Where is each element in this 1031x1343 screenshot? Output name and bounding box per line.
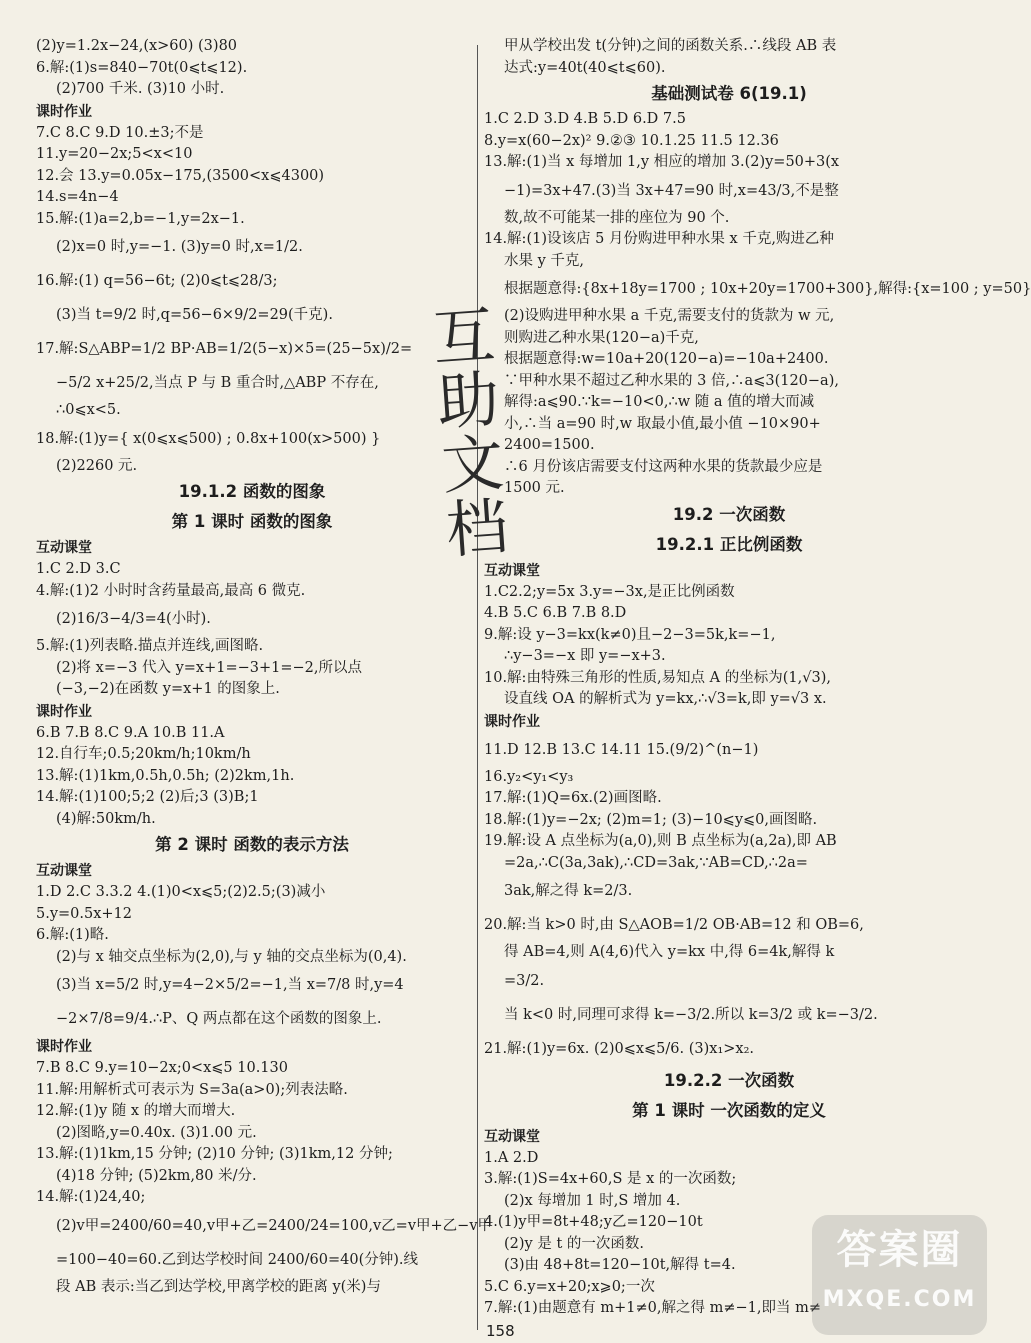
answer-line: (2)图略,y=0.40x. (3)1.00 元. [56,1124,257,1141]
left-column [36,36,493,1298]
answer-line: (2)16/3−4/3=4(小时). [56,611,211,627]
answer-line: 7.解:(1)由题意有 m+1≠0,解之得 m≠−1,即当 m≠ [484,1300,821,1316]
watermark-main-text: 答案圈 [836,1227,963,1273]
answer-line: 1.C 2.D 3.D 4.B 5.D 6.D 7.5 [484,111,686,127]
section-label: 课时作业 [36,103,92,120]
section-heading: 第 1 课时 函数的图象 [171,512,333,531]
section-heading: 基础测试卷 6(19.1) [651,84,807,103]
answer-line: 5.y=0.5x+12 [36,905,133,922]
answer-line: 得 AB=4,则 A(4,6)代入 y=kx 中,得 6=4k,解得 k [504,944,835,960]
answer-line: 11.y=20−2x;5<x<10 [36,146,193,162]
answer-line: 3.解:(1)S=4x+60,S 是 x 的一次函数; [484,1171,737,1187]
answer-line: 6.解:(1)s=840−70t(0⩽t⩽12). [36,59,248,76]
answer-line: 13.解:(1)当 x 每增加 1,y 相应的增加 3.(2)y=50+3(x [484,154,840,170]
section-heading: 第 2 课时 函数的表示方法 [155,835,349,854]
answer-line: 小,∴当 a=90 时,w 取最小值,最小值 −10×90+ [504,415,821,432]
answer-line: 18.解:(1)y={ x(0⩽x⩽500) ; 0.8x+100(x>500) } [36,430,381,447]
handwritten-char: 助 [434,362,502,440]
answer-line: 5.C 6.y=x+20;x⩾0;一次 [484,1278,655,1295]
answer-line: ∴y−3=−x 即 y=−x+3. [504,648,666,664]
watermark-sub-text: MXQE.COM [822,1287,977,1312]
answer-line: =2a,∴C(3a,3ak),∴CD=3ak,∵AB=CD,∴2a= [504,854,808,871]
answer-line: 14.解:(1)24,40; [36,1189,146,1205]
answer-line: 8.y=x(60−2x)² 9.②③ 10.1.25 11.5 12.36 [484,132,779,149]
section-label: 互动课堂 [36,863,92,879]
answer-line: 7.C 8.C 9.D 10.±3;不是 [36,124,204,141]
answer-line: (2)设购进甲种水果 a 千克,需要支付的货款为 w 元, [504,308,835,324]
answer-line: 11.解:用解析式可表示为 S=3a(a>0);列表法略. [36,1081,348,1098]
answer-line: 4.(1)y甲=8t+48;y乙=120−10t [484,1214,703,1230]
answer-line: 4.解:(1)2 小时时含药量最高,最高 6 微克. [36,582,306,599]
answer-line: (2)y 是 t 的一次函数. [504,1235,644,1252]
answer-line: 段 AB 表示:当乙到达学校,甲离学校的距离 y(米)与 [56,1278,381,1295]
answer-line: 14.解:(1)设该店 5 月份购进甲种水果 x 千克,购进乙种 [484,231,834,247]
answer-line: 17.解:(1)Q=6x.(2)画图略. [484,790,662,806]
answer-line: (2)2260 元. [56,457,138,474]
answer-line: 15.解:(1)a=2,b=−1,y=2x−1. [36,210,245,227]
section-heading: 第 1 课时 一次函数的定义 [632,1100,826,1120]
answer-line: (3)当 t=9/2 时,q=56−6×9/2=29(千克). [56,307,333,323]
answer-line: −5/2 x+25/2,当点 P 与 B 重合时,△ABP 不存在, [56,375,379,391]
answer-line: (2)将 x=−3 代入 y=x+1=−3+1=−2,所以点 [56,659,362,676]
answer-line: ∵甲种水果不超过乙种水果的 3 倍,∴a⩽3(120−a), [504,372,839,389]
section-label: 课时作业 [36,703,92,720]
section-label: 课时作业 [484,713,540,730]
answer-line: 6.解:(1)略. [36,927,109,943]
answer-line: (2)与 x 轴交点坐标为(2,0),与 y 轴的交点坐标为(0,4). [56,948,407,965]
answer-line: 根据题意得:w=10a+20(120−a)=−10a+2400. [504,351,829,367]
handwritten-char: 档 [443,489,511,567]
answer-line: 1.A 2.D [484,1149,539,1166]
answer-line: =3/2. [504,972,545,989]
answer-line: ∴0⩽x<5. [56,402,121,418]
answer-line: 4.B 5.C 6.B 7.B 8.D [484,605,627,621]
section-label: 互动课堂 [36,540,92,556]
page-number: 158 [486,1322,515,1340]
answer-line: (2)x 每增加 1 时,S 增加 4. [504,1192,681,1209]
answer-line: (3)由 48+8t=120−10t,解得 t=4. [504,1257,736,1273]
answer-line: 达式:y=40t(40⩽t⩽60). [504,59,666,76]
answer-line: 甲从学校出发 t(分钟)之间的函数关系.∴线段 AB 表 [504,38,837,54]
answer-line: (3)当 x=5/2 时,y=4−2×5/2=−1,当 x=7/8 时,y=4 [56,977,404,993]
answer-line: 当 k<0 时,同理可求得 k=−3/2.所以 k=3/2 或 k=−3/2. [504,1006,878,1023]
answer-line: 则购进乙种水果(120−a)千克, [504,329,699,346]
answer-line: 2400=1500. [504,437,595,453]
answer-line: (4)18 分钟; (5)2km,80 米/分. [56,1167,257,1184]
answer-line: 17.解:S△ABP=1/2 BP·AB=1/2(5−x)×5=(25−5x)/2= [36,341,413,357]
right-column [484,36,1031,1320]
answer-line: 10.解:由特殊三角形的性质,易知点 A 的坐标为(1,√3), [484,669,831,686]
answer-line: 1.C 2.D 3.C [36,561,121,577]
answer-line: ∴6 月份该店需要支付这两种水果的货款最少应是 [504,458,823,475]
answer-line: 6.B 7.B 8.C 9.A 10.B 11.A [36,724,225,741]
answer-line: 12.会 13.y=0.05x−175,(3500<x⩽4300) [36,167,325,184]
answer-line: 1.C2.2;y=5x 3.y=−3x,是正比例函数 [484,583,735,600]
answer-line: 13.解:(1)1km,15 分钟; (2)10 分钟; (3)1km,12 分钟; [36,1146,393,1162]
answer-line: 11.D 12.B 13.C 14.11 15.(9/2)^(n−1) [484,741,759,758]
watermark-logo [812,1215,987,1335]
answer-line: 解得:a⩽90.∵k=−10<0,∴w 随 a 值的增大而减 [504,394,815,410]
answer-line: 14.解:(1)100;5;2 (2)后;3 (3)B;1 [36,789,259,805]
answer-line: 1.D 2.C 3.3.2 4.(1)0<x⩽5;(2)2.5;(3)减小 [36,884,326,900]
answer-line: (2)x=0 时,y=−1. (3)y=0 时,x=1/2. [56,239,303,255]
section-heading: 19.2.2 一次函数 [663,1070,795,1090]
answer-line: (−3,−2)在函数 y=x+1 的图象上. [56,681,280,697]
answer-line: (2)v甲=2400/60=40,v甲+乙=2400/24=100,v乙=v甲+乙−v甲 [56,1217,493,1234]
section-heading: 19.2 一次函数 [672,504,786,524]
section-label: 课时作业 [36,1039,92,1055]
answer-line: 7.B 8.C 9.y=10−2x;0<x⩽5 10.130 [36,1060,288,1076]
answer-line: 12.自行车;0.5;20km/h;10km/h [36,746,251,762]
answer-line: −2×7/8=9/4.∴P、Q 两点都在这个函数的图象上. [56,1011,382,1027]
handwritten-char: 互 [430,298,498,376]
answer-line: (2)700 千米. (3)10 小时. [56,81,225,97]
answer-line: 21.解:(1)y=6x. (2)0⩽x⩽5/6. (3)x₁>x₂. [484,1040,755,1057]
handwritten-char: 文 [439,425,507,503]
answer-line: 20.解:当 k>0 时,由 S△AOB=1/2 OB·AB=12 和 OB=6, [484,917,864,933]
answer-line: 12.解:(1)y 随 x 的增大而增大. [36,1103,236,1119]
section-heading: 19.1.2 函数的图象 [178,482,326,501]
answer-line: 设直线 OA 的解析式为 y=kx,∴√3=k,即 y=√3 x. [504,691,827,707]
answer-line: 18.解:(1)y=−2x; (2)m=1; (3)−10⩽y⩽0,画图略. [484,811,818,828]
answer-line: =100−40=60.乙到达学校时间 2400/60=40(分钟).线 [56,1251,419,1268]
section-label: 互动课堂 [484,562,540,579]
answer-line: −1)=3x+47.(3)当 3x+47=90 时,x=43/3,不是整 [504,182,839,199]
answer-line: 16.y₂<y₁<y₃ [484,768,574,785]
answer-line: (2)y=1.2x−24,(x>60) (3)80 [36,38,238,54]
column-divider [477,45,478,1330]
answer-line: 水果 y 千克, [504,252,585,269]
answer-line: 13.解:(1)1km,0.5h,0.5h; (2)2km,1h. [36,767,295,784]
section-label: 互动课堂 [484,1128,540,1145]
answer-line: 16.解:(1) q=56−6t; (2)0⩽t⩽28/3; [36,273,278,289]
answer-line: 14.s=4n−4 [36,189,119,205]
answer-line: 根据题意得:{8x+18y=1700 ; 10x+20y=1700+300},解得:{x=100 ; y=50} [504,281,1031,297]
handwritten-stamp [409,298,532,567]
answer-line: (4)解:50km/h. [56,810,156,827]
answer-line: 3ak,解之得 k=2/3. [504,883,633,899]
answer-line: 数,故不可能某一排的座位为 90 个. [504,209,730,226]
answer-line: 9.解:设 y−3=kx(k≠0)且−2−3=5k,k=−1, [484,626,776,643]
answer-line: 1500 元. [504,480,565,496]
answer-line: 5.解:(1)列表略.描点并连线,画图略. [36,638,264,654]
section-heading: 19.2.1 正比例函数 [655,534,803,554]
answer-line: 19.解:设 A 点坐标为(a,0),则 B 点坐标为(a,2a),即 AB [484,833,837,849]
